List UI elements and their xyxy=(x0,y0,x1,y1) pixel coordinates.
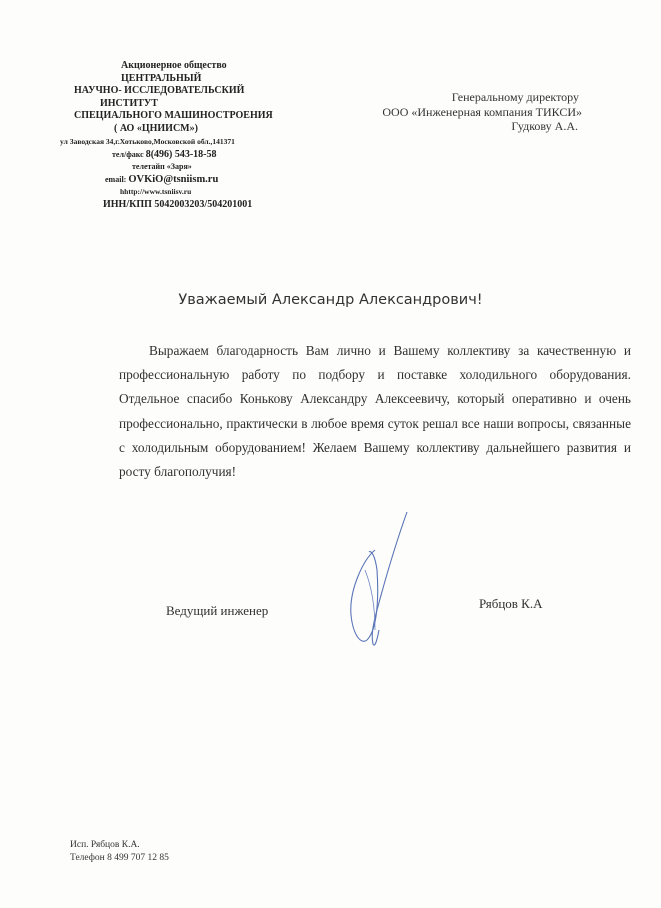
signer-position: Ведущий инженер xyxy=(166,603,269,618)
executor-name: Исп. Рябцов К.А. xyxy=(70,840,140,850)
sender-fax xyxy=(60,149,325,162)
sender-inn: ИНН/КПП 5042003203/504201001 xyxy=(103,198,253,210)
letter-body xyxy=(119,339,631,484)
sender-name-line1: ЦЕНТРАЛЬНЫЙ xyxy=(121,72,202,84)
fax-label: тел/факс xyxy=(112,149,144,159)
recipient-block xyxy=(322,90,582,134)
sender-teletype xyxy=(60,161,325,174)
teletype-value: «Заря» xyxy=(166,162,192,171)
recipient-name: Гудкову А.А. xyxy=(511,119,578,133)
sender-name-line2: НАУЧНО- ИССЛЕДОВАТЕЛЬСКИЙ xyxy=(74,85,245,96)
fax-value: 8(496) 543-18-58 xyxy=(145,148,217,160)
executor-phone: Телефон 8 499 707 12 85 xyxy=(70,853,169,863)
handwritten-signature xyxy=(335,510,425,655)
sender-website: hhttp://www.tsniisv.ru xyxy=(120,187,192,196)
recipient-company: ООО «Инженерная компания ТИКСИ» xyxy=(382,104,582,119)
sender-org-type: Акционерное общество xyxy=(121,60,227,71)
sender-letterhead xyxy=(60,60,325,211)
sender-name-line4: СПЕЦИАЛЬНОГО МАШИНОСТРОЕНИЯ xyxy=(74,110,273,121)
sender-address: ул Заводская 34,г.Хотьково,Московской обл.,141371 xyxy=(60,137,235,146)
footer-executor xyxy=(70,839,169,865)
email-label: email: xyxy=(105,174,127,184)
recipient-title: Генеральному директору xyxy=(451,90,579,104)
sender-email xyxy=(60,174,325,187)
teletype-label: телетайп xyxy=(132,162,165,171)
sender-name-line3: ИНСТИТУТ xyxy=(100,97,158,109)
body-paragraph: Выражаем благодарность Вам лично и Вашему коллективу за качественную и профессиональную работу по подбору и поставке холодильного оборудования. Отдельное спасибо Конькову Александру Алексеевичу, который оперативно и очень профессионально, практически в любое время суток решал все наши вопросы, связанные с холодильным оборудованием! Желаем Вашему коллективу дальнейшего развития и росту благополучия! xyxy=(119,343,631,480)
sender-abbr: ( АО «ЦНИИСМ») xyxy=(114,122,198,134)
salutation: Уважаемый Александр Александрович! xyxy=(178,292,483,308)
signer-name: Рябцов К.А xyxy=(479,596,543,611)
email-value: OVKiO@tsniism.ru xyxy=(128,173,219,185)
